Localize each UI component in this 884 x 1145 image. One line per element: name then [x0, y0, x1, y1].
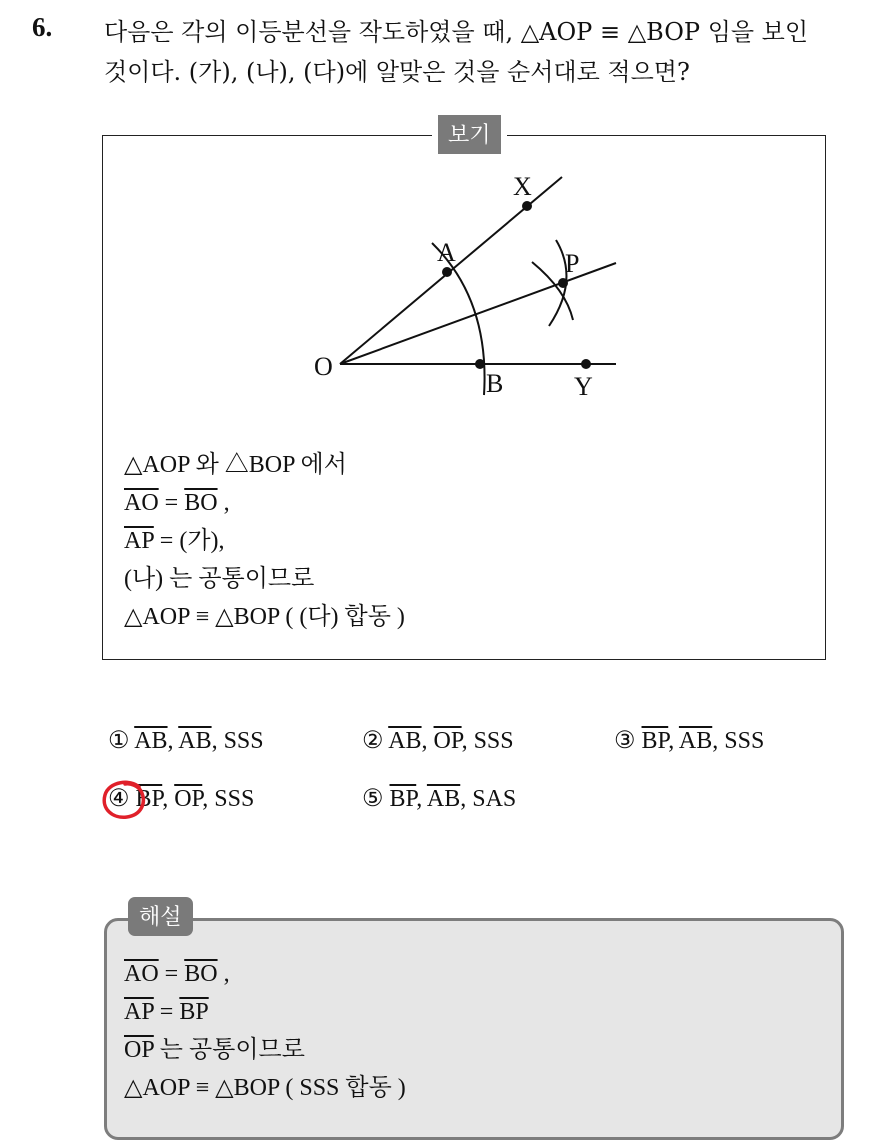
solution-text	[124, 955, 406, 1107]
choice-1[interactable]: ① $\overline{AB}$, $\overline{AB}$, SSS	[108, 728, 264, 754]
ray-op	[340, 263, 616, 364]
answer-circle-mark-icon	[101, 779, 151, 821]
label-b: B	[486, 369, 504, 398]
question-number: 6.	[32, 12, 53, 42]
choice-4[interactable]: ④ $\overline{BP}$, $\overline{OP}$, SSS	[108, 786, 255, 812]
label-x: X	[513, 172, 532, 201]
label-a: A	[437, 238, 456, 267]
example-box-label: 보기	[432, 115, 507, 154]
proof-line-2: $\overline{AO} = \overline{BO}$ ,	[124, 490, 230, 516]
point-a	[442, 267, 452, 277]
label-p: P	[565, 249, 580, 278]
proof-line-3: $\overline{AP}$ = (가),	[124, 528, 225, 554]
choice-3[interactable]: ③ $\overline{BP}$, $\overline{AB}$, SSS	[614, 728, 765, 754]
proof-line-1: △AOP 와 △BOP 에서	[124, 452, 347, 478]
choice-5[interactable]: ⑤ $\overline{BP}$, $\overline{AB}$, SAS	[362, 786, 517, 812]
point-y	[581, 359, 591, 369]
question-line-1: 다음은 각의 이등분선을 작도하였을 때, △AOP ≡ △BOP 임을 보인	[104, 18, 809, 46]
segment-ao: $\overline{AO}$	[124, 490, 159, 516]
solution-line-2: $\overline{AP} = \overline{BP}$	[124, 999, 209, 1025]
choice-2[interactable]: ② $\overline{AB}$, $\overline{OP}$, SSS	[362, 728, 514, 754]
label-o: O	[314, 352, 333, 381]
segment-bo: $\overline{BO}$	[184, 490, 218, 516]
solution-line-4: △AOP ≡ △BOP ( SSS 합동 )	[124, 1075, 406, 1101]
proof-text	[124, 446, 405, 636]
solution-line-3: $\overline{OP}$ 는 공통이므로	[124, 1037, 305, 1063]
proof-line-5: △AOP ≡ △BOP ( (다) 합동 )	[124, 604, 405, 630]
point-p	[558, 278, 568, 288]
point-x	[522, 201, 532, 211]
segment-ap: $\overline{AP}$	[124, 528, 154, 554]
solution-label: 해설	[128, 897, 193, 936]
point-b	[475, 359, 485, 369]
question-line-2: 것이다. (가), (나), (다)에 알맞은 것을 순서대로 적으면?	[104, 58, 690, 86]
solution-line-1: $\overline{AO} = \overline{BO}$ ,	[124, 961, 230, 987]
label-y: Y	[574, 372, 593, 401]
proof-line-4: (나) 는 공통이므로	[124, 566, 315, 592]
